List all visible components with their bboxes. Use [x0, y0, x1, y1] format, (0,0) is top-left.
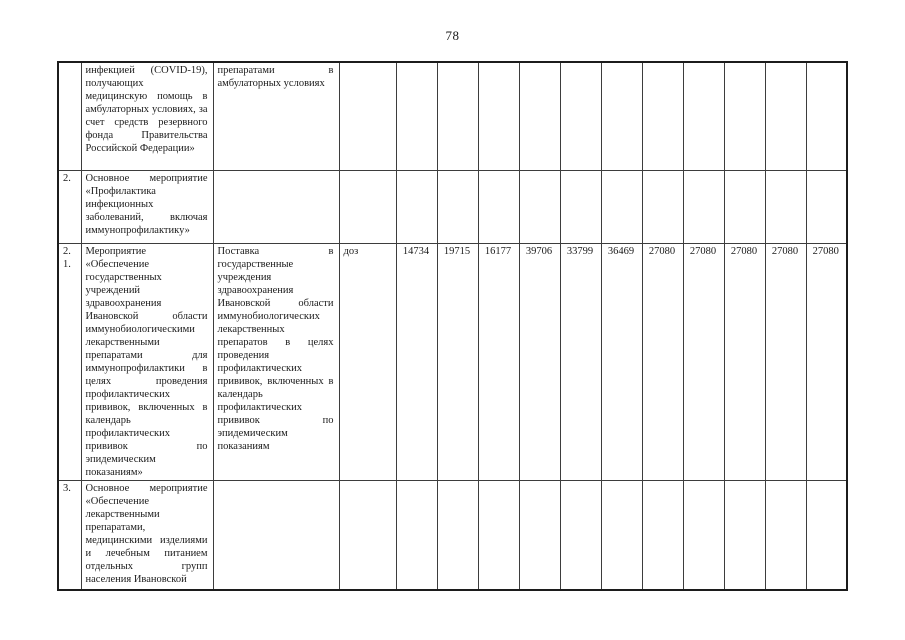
- table-row: [58, 62, 847, 170]
- cell-measure-name: Мероприятие «Обеспечение государственных учреждений здравоохранения Ивановской области иммунобиологическими лекарственными препаратами для иммунопрофилактики в целях проведения профилактических прививок, включенных в календарь профилактических прививок по эпидемическим показаниям»: [81, 243, 213, 480]
- cell-value: [683, 480, 724, 590]
- cell-value: [806, 62, 847, 170]
- program-measures-table: [57, 61, 848, 591]
- cell-value: [765, 480, 806, 590]
- cell-value: 33799: [560, 243, 601, 480]
- cell-measure-name: Основное мероприятие «Профилактика инфекционных заболеваний, включая иммунопрофилактику»: [81, 170, 213, 243]
- cell-value: [642, 480, 683, 590]
- cell-value: [642, 62, 683, 170]
- cell-action: Поставка в государственные учреждения здравоохранения Ивановской области иммунобиологических лекарственных препаратов в целях проведения профилактических прививок, включенных в календарь профилактических прививок по эпидемическим показаниям: [213, 243, 339, 480]
- cell-value: [560, 62, 601, 170]
- table-row: [58, 480, 847, 590]
- cell-measure-name: инфекцией (COVID-19), получающих медицинскую помощь в амбулаторных условиях, за счет средств резервного фонда Правительства Российской Федерации»: [81, 62, 213, 170]
- cell-value: [396, 480, 437, 590]
- cell-value: [806, 480, 847, 590]
- cell-action: [213, 170, 339, 243]
- cell-item-number: [58, 62, 81, 170]
- cell-value: [560, 170, 601, 243]
- cell-value: [437, 62, 478, 170]
- cell-action: [213, 480, 339, 590]
- cell-value: [765, 170, 806, 243]
- cell-unit: доз: [339, 243, 396, 480]
- table-row: [58, 243, 847, 480]
- cell-value: [806, 170, 847, 243]
- cell-value: [724, 62, 765, 170]
- cell-value: [478, 62, 519, 170]
- cell-measure-name: Основное мероприятие «Обеспечение лекарственными препаратами, медицинскими изделиями и лечебным питанием отдельных групп населения Ивановской: [81, 480, 213, 590]
- cell-value: [519, 480, 560, 590]
- cell-item-number: 2.1.: [58, 243, 81, 480]
- cell-value: [683, 62, 724, 170]
- cell-value: [601, 62, 642, 170]
- cell-unit: [339, 480, 396, 590]
- cell-value: [478, 170, 519, 243]
- cell-unit: [339, 62, 396, 170]
- page-number: 78: [445, 28, 460, 43]
- cell-value: 27080: [765, 243, 806, 480]
- cell-value: 39706: [519, 243, 560, 480]
- cell-unit: [339, 170, 396, 243]
- cell-value: [396, 62, 437, 170]
- cell-item-number: 3.: [58, 480, 81, 590]
- cell-value: [683, 170, 724, 243]
- cell-value: [519, 62, 560, 170]
- cell-value: [601, 480, 642, 590]
- cell-value: [560, 480, 601, 590]
- cell-value: [396, 170, 437, 243]
- cell-value: 14734: [396, 243, 437, 480]
- cell-value: [437, 480, 478, 590]
- cell-value: 27080: [724, 243, 765, 480]
- cell-value: [724, 170, 765, 243]
- cell-value: 27080: [683, 243, 724, 480]
- cell-value: [642, 170, 683, 243]
- cell-value: 19715: [437, 243, 478, 480]
- table-row: [58, 170, 847, 243]
- cell-value: [765, 62, 806, 170]
- cell-action: препаратами в амбулаторных условиях: [213, 62, 339, 170]
- cell-value: 27080: [642, 243, 683, 480]
- cell-value: 36469: [601, 243, 642, 480]
- cell-value: [519, 170, 560, 243]
- cell-value: [437, 170, 478, 243]
- cell-item-number: 2.: [58, 170, 81, 243]
- cell-value: 16177: [478, 243, 519, 480]
- cell-value: [724, 480, 765, 590]
- cell-value: 27080: [806, 243, 847, 480]
- cell-value: [601, 170, 642, 243]
- cell-value: [478, 480, 519, 590]
